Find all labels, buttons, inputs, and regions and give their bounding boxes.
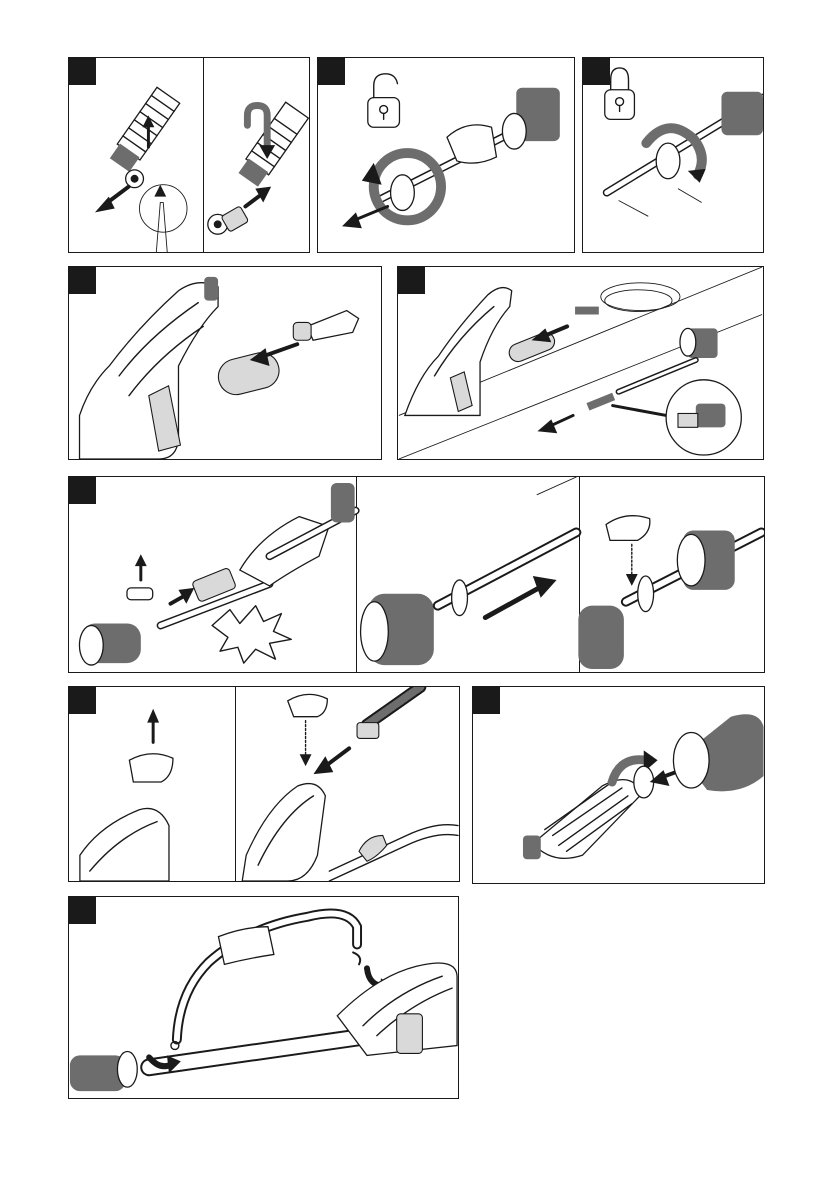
lock-open-icon xyxy=(368,74,400,127)
strap-icon xyxy=(177,914,357,1040)
step-8-panel xyxy=(472,686,765,884)
trigger-gun-icon xyxy=(80,277,219,459)
clip-icon xyxy=(129,709,173,782)
hook-icon xyxy=(353,952,360,964)
step-6-panel xyxy=(68,476,765,673)
step-4-panel xyxy=(68,266,382,460)
step-2-panel xyxy=(317,57,575,253)
step-9-panel xyxy=(68,896,459,1099)
slide-arrow-icon xyxy=(485,576,556,618)
clip-icon xyxy=(127,554,153,600)
step-7-panel xyxy=(68,686,460,882)
explosion-icon xyxy=(212,606,291,663)
brush-icon xyxy=(523,780,642,860)
hose-icon xyxy=(575,283,680,315)
step-1-panel xyxy=(68,57,310,253)
magnify-circle-icon xyxy=(666,380,741,455)
trigger-gun-icon xyxy=(405,288,512,416)
nozzle-insert-icon xyxy=(69,58,309,252)
lock-closed-icon xyxy=(605,68,635,119)
step-3-panel xyxy=(582,57,764,253)
step-5-panel xyxy=(397,266,764,460)
lance-insert-icon xyxy=(293,311,358,341)
hose-insert-icon xyxy=(313,687,420,774)
clip-icon xyxy=(606,516,650,586)
